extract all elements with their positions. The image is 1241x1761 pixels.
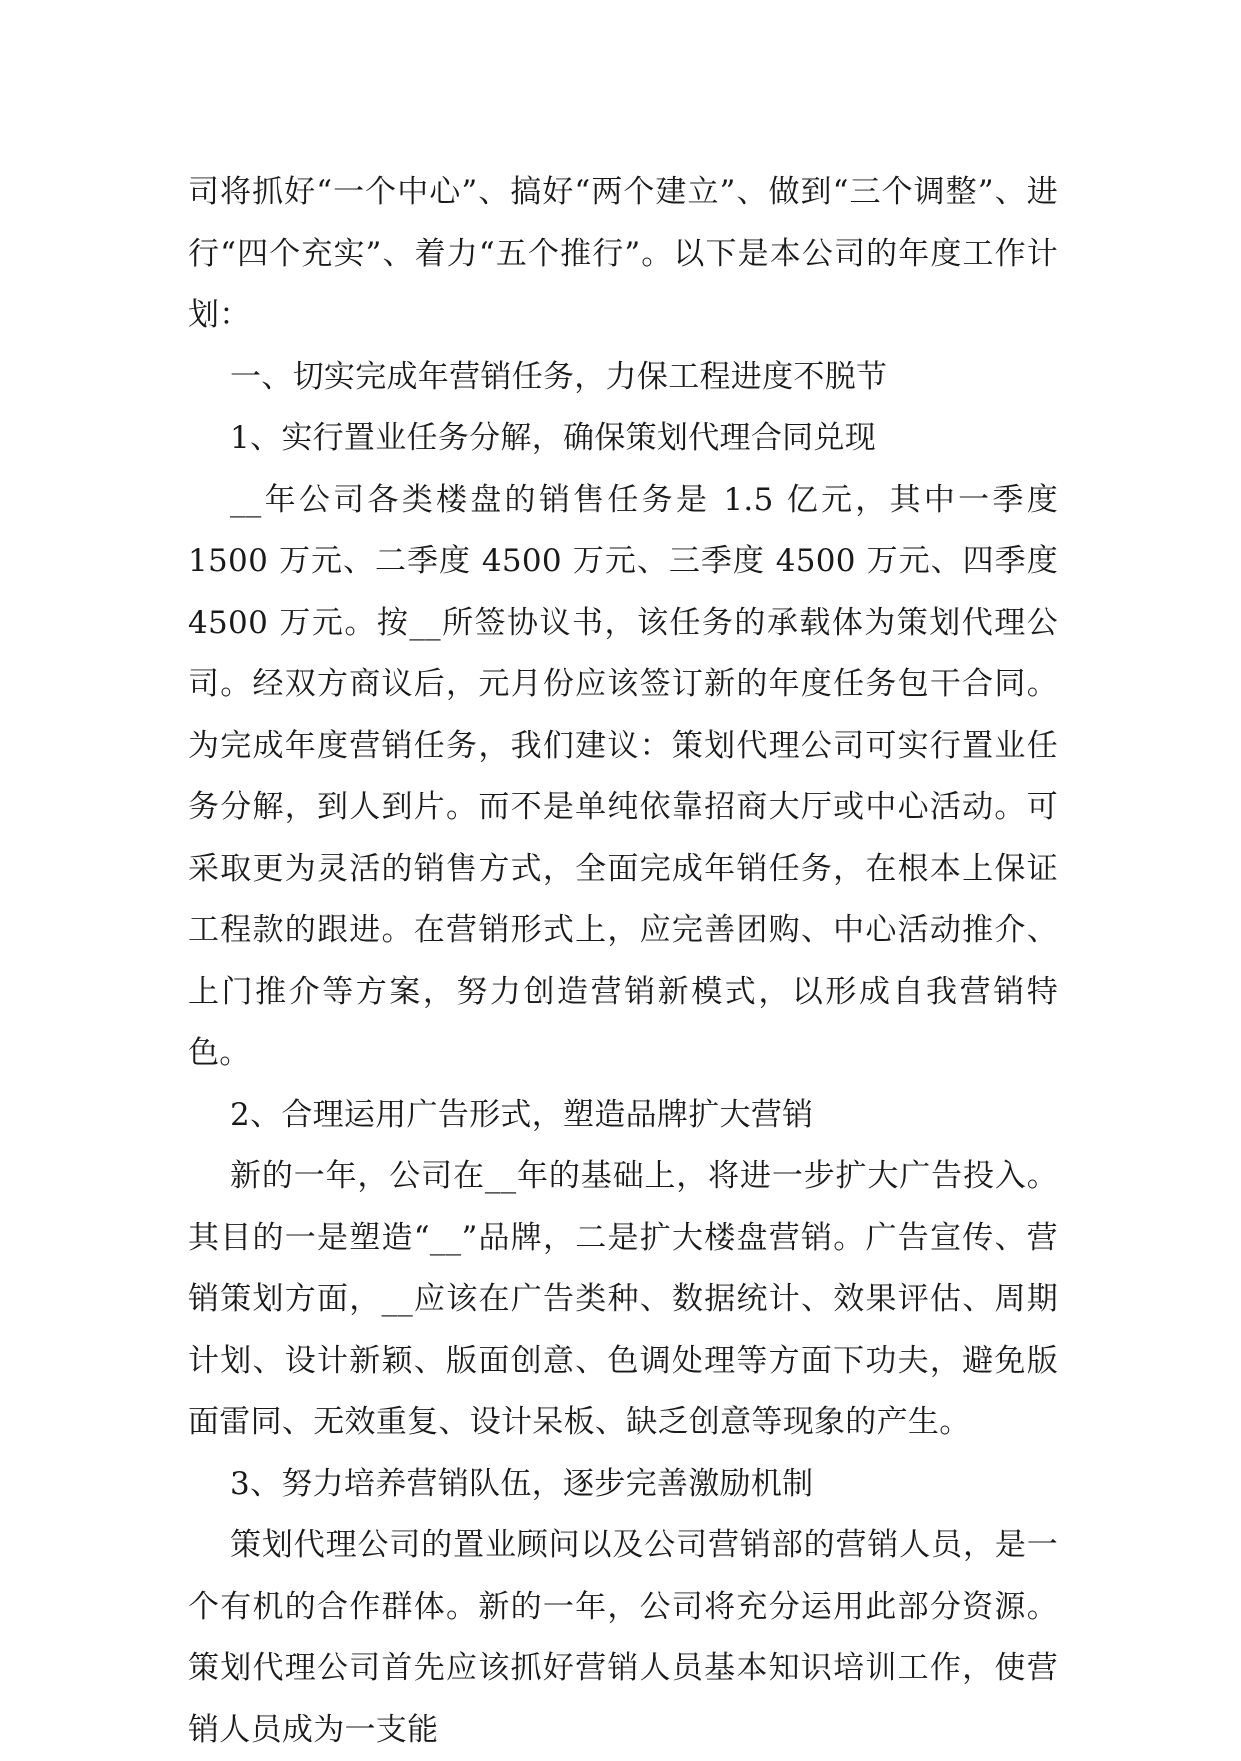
subheading-1-2: 2、合理运用广告形式，塑造品牌扩大营销	[230, 1096, 814, 1133]
document-body	[188, 162, 1058, 1761]
paragraph-sales-task: __年公司各类楼盘的销售任务是 1.5 亿元，其中一季度 1500 万元、二季度 4500 万元、三季度 4500 万元、四季度 4500 万元。按__所签协议书，该任务的承载体为策划代理公司。经双方商议后，元月份应该签订新的年度任务包干合同。为完成年度营销任务，我们建议：策划代理公司可实行置业任务分解，到人到片。而不是单纯依靠招商大厅或中心活动。可采取更为灵活的销售方式，全面完成年销任务，在根本上保证工程款的跟进。在营销形式上，应完善团购、中心活动推介、上门推介等方案，努力创造营销新模式，以形成自我营销特色。	[188, 481, 1058, 1071]
paragraph-intro-continuation: 司将抓好“一个中心”、搞好“两个建立”、做到“三个调整”、进行“四个充实”、着力“五个推行”。以下是本公司的年度工作计划：	[188, 174, 1058, 333]
section-heading-1: 一、切实完成年营销任务，力保工程进度不脱节	[230, 358, 888, 395]
paragraph-sales-team: 策划代理公司的置业顾问以及公司营销部的营销人员，是一个有机的合作群体。新的一年，公司将充分运用此部分资源。策划代理公司首先应该抓好营销人员基本知识培训工作，使营销人员成为一支能	[188, 1527, 1058, 1748]
paragraph-advertising: 新的一年，公司在__年的基础上，将进一步扩大广告投入。其目的一是塑造“__”品牌，二是扩大楼盘营销。广告宣传、营销策划方面，__应该在广告类种、数据统计、效果评估、周期计划、设计新颖、版面创意、色调处理等方面下功夫，避免版面雷同、无效重复、设计呆板、缺乏创意等现象的产生。	[188, 1158, 1058, 1440]
subheading-1-3: 3、努力培养营销队伍，逐步完善激励机制	[230, 1465, 814, 1502]
subheading-1-1: 1、实行置业任务分解，确保策划代理合同兑现	[230, 420, 877, 456]
